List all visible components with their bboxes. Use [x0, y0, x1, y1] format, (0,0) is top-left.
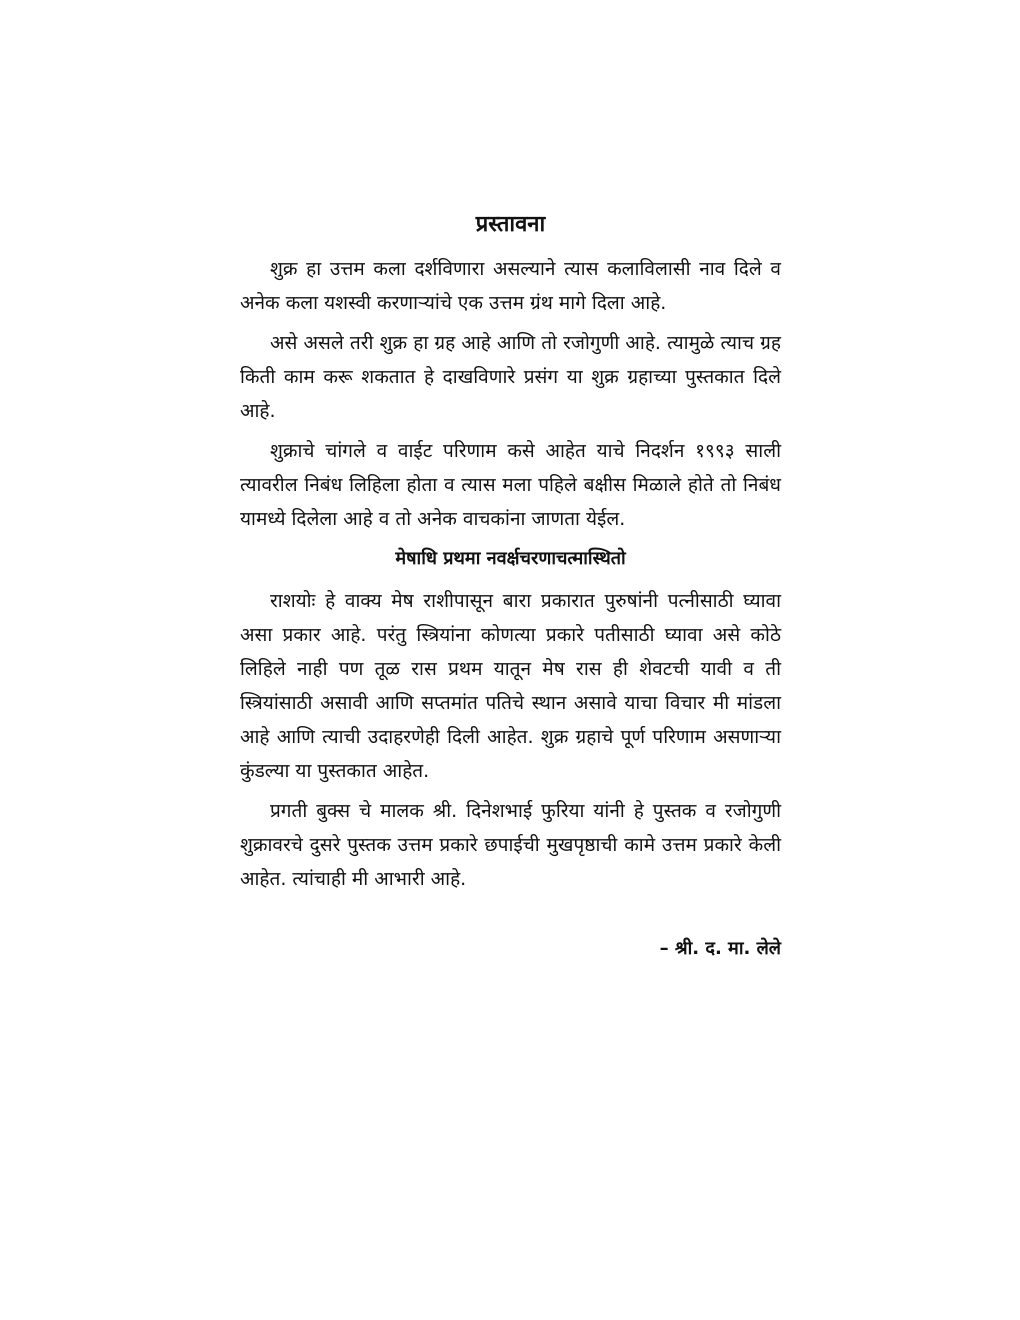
document-page [240, 208, 781, 964]
page-title: प्रस्तावना [475, 212, 546, 237]
paragraph-5: प्रगती बुक्स चे मालक श्री. दिनेशभाई फुरिया यांनी हे पुस्तक व रजोगुणी शुक्रावरचे दुसरे पुस्तक उत्तम प्रकारे छपाईची मुखपृष्ठाची कामे उत्तम प्रकारे केली आहेत. त्यांचाही मी आभारी आहे. [240, 800, 781, 890]
author-signature: – श्री. द. मा. लेले [659, 938, 781, 959]
section-subheading: मेषाधि प्रथमा नवर्क्षचरणाचत्मास्थितो [395, 548, 626, 569]
paragraph-3: शुक्राचे चांगले व वाईट परिणाम कसे आहेत याचे निदर्शन १९९३ साली त्यावरील निबंध लिहिला होता व त्यास मला पहिले बक्षीस मिळाले होते तो निबंध यामध्ये दिलेला आहे व तो अनेक वाचकांना जाणता येईल. [240, 440, 781, 530]
paragraph-1: शुक्र हा उत्तम कला दर्शविणारा असल्याने त्यास कलाविलासी नाव दिले व अनेक कला यशस्वी करणाऱ्यांचे एक उत्तम ग्रंथ मागे दिला आहे. [240, 258, 781, 314]
paragraph-2: असे असले तरी शुक्र हा ग्रह आहे आणि तो रजोगुणी आहे. त्यामुळे त्याच ग्रह किती काम करू शकतात हे दाखविणारे प्रसंग या शुक्र ग्रहाच्या पुस्तकात दिले आहे. [240, 332, 781, 422]
paragraph-4: राशयोः हे वाक्य मेष राशीपासून बारा प्रकारात पुरुषांनी पत्नीसाठी घ्यावा असा प्रकार आहे. परंतु स्त्रियांना कोणत्या प्रकारे पतीसाठी घ्यावा असे कोठे लिहिले नाही पण तूळ रास प्रथम यातून मेष रास ही शेवटची यावी व ती स्त्रियांसाठी असावी आणि सप्तमांत पतिचे स्थान असावे याचा विचार मी मांडला आहे आणि त्याची उदाहरणेही दिली आहेत. शुक्र ग्रहाचे पूर्ण परिणाम असणाऱ्या कुंडल्या या पुस्तकात आहेत. [240, 590, 781, 782]
